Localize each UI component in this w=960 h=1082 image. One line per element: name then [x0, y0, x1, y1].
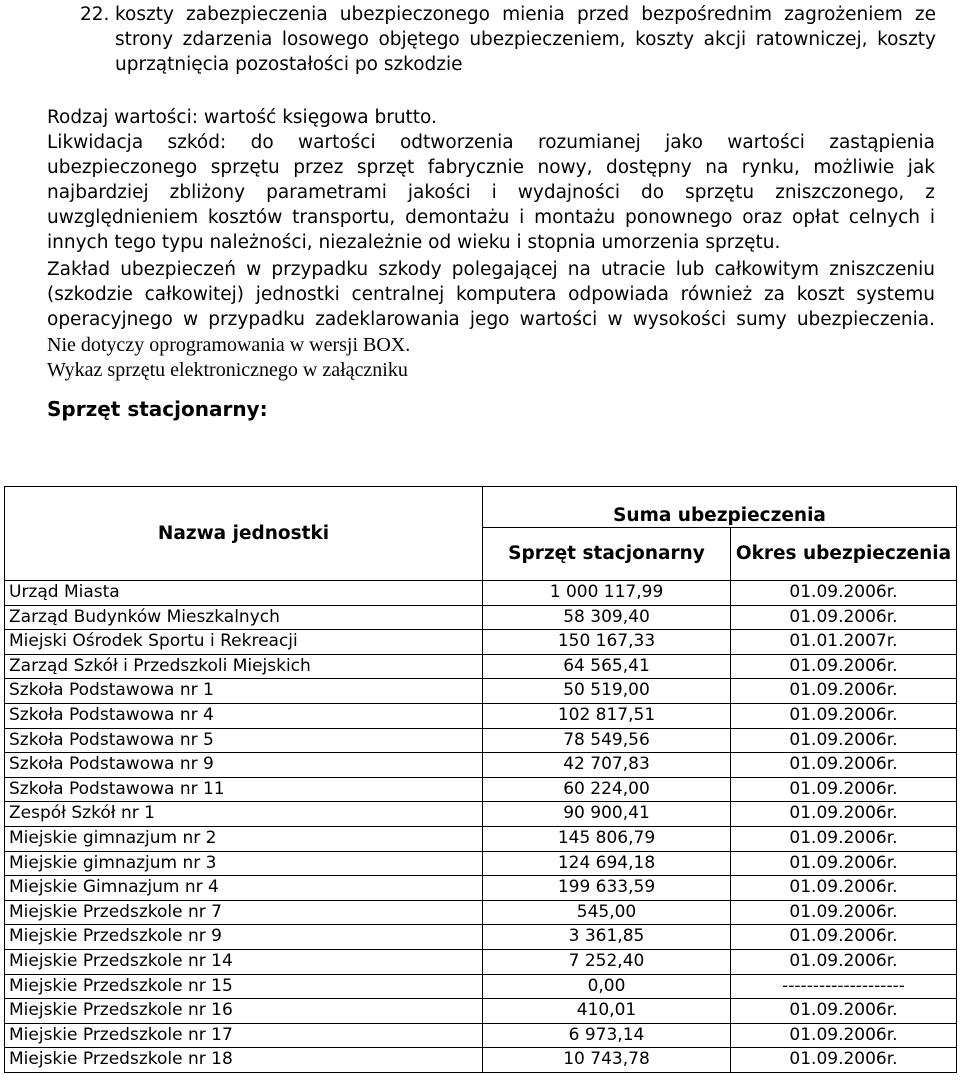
period-cell: --------------------: [731, 974, 957, 999]
sum-cell: 0,00: [483, 974, 731, 999]
period-cell: 01.09.2006r.: [731, 1048, 957, 1073]
unit-name-cell: Zarząd Budynków Mieszkalnych: [5, 605, 483, 630]
header-unit-name: Nazwa jednostki: [5, 487, 483, 581]
header-insurance-period: Okres ubezpieczenia: [731, 528, 957, 581]
sum-cell: 150 167,33: [483, 630, 731, 655]
period-cell: 01.09.2006r.: [731, 703, 957, 728]
unit-name-cell: Miejskie Przedszkole nr 18: [5, 1048, 483, 1073]
total-loss-paragraph: Zakład ubezpieczeń w przypadku szkody polegającej na utracie lub całkowitym zniszczeniu (szkodzie całkowitej) jednostki centralnej komputera odpowiada również za koszt systemu operacyjnego w przypadku zadeklarowania jego wartości w wysokości sumy ubezpieczenia.: [47, 259, 935, 330]
table-row: [5, 581, 957, 606]
list-item-text: koszty zabezpieczenia ubezpieczonego mienia przed bezpośrednim zagrożeniem ze strony zdarzenia losowego objętego ubezpieczeniem, koszty akcji ratowniczej, koszty uprzątnięcia pozostałości po szkodzie: [115, 4, 936, 75]
table-row: [5, 630, 957, 655]
equipment-list-note: Wykaz sprzętu elektronicznego w załączniku: [47, 359, 408, 381]
list-item-number: 22.: [80, 4, 110, 25]
unit-name-cell: Miejski Ośrodek Sportu i Rekreacji: [5, 630, 483, 655]
table-body: [5, 581, 957, 1073]
period-cell: 01.09.2006r.: [731, 777, 957, 802]
period-cell: 01.09.2006r.: [731, 826, 957, 851]
unit-name-cell: Miejskie Przedszkole nr 14: [5, 949, 483, 974]
sum-cell: 124 694,18: [483, 851, 731, 876]
unit-name-cell: Szkoła Podstawowa nr 9: [5, 753, 483, 778]
table-row: [5, 802, 957, 827]
table-row: [5, 974, 957, 999]
table-row: [5, 753, 957, 778]
table-row: [5, 876, 957, 901]
sum-cell: 50 519,00: [483, 679, 731, 704]
table-row: [5, 949, 957, 974]
table-row: [5, 999, 957, 1024]
table-row: [5, 851, 957, 876]
unit-name-cell: Urząd Miasta: [5, 581, 483, 606]
unit-name-cell: Miejskie Przedszkole nr 7: [5, 900, 483, 925]
liquidation-paragraph: Likwidacja szkód: do wartości odtworzenia rozumianej jako wartości zastąpienia ubezpieczonego sprzętu przez sprzęt fabrycznie nowy, dostępny na rynku, możliwie jak najbardziej zbliżony parametrami jakości i wydajności do sprzętu zniszczonego, z uwzględnieniem kosztów transportu, demontażu i montażu ponownego oraz opłat celnych i innych tego typu należności, niezależnie od wieku i stopnia umorzenia sprzętu.: [47, 132, 935, 253]
period-cell: 01.09.2006r.: [731, 679, 957, 704]
table-row: [5, 654, 957, 679]
sum-cell: 7 252,40: [483, 949, 731, 974]
unit-name-cell: Miejskie Gimnazjum nr 4: [5, 876, 483, 901]
period-cell: 01.09.2006r.: [731, 654, 957, 679]
period-cell: 01.09.2006r.: [731, 605, 957, 630]
sum-cell: 58 309,40: [483, 605, 731, 630]
sum-cell: 199 633,59: [483, 876, 731, 901]
period-cell: 01.09.2006r.: [731, 851, 957, 876]
unit-name-cell: Miejskie Przedszkole nr 9: [5, 925, 483, 950]
period-cell: 01.01.2007r.: [731, 630, 957, 655]
unit-name-cell: Miejskie gimnazjum nr 3: [5, 851, 483, 876]
sum-cell: 3 361,85: [483, 925, 731, 950]
unit-name-cell: Zarząd Szkół i Przedszkoli Miejskich: [5, 654, 483, 679]
unit-name-cell: Miejskie Przedszkole nr 16: [5, 999, 483, 1024]
sum-cell: 60 224,00: [483, 777, 731, 802]
table-row: [5, 777, 957, 802]
table-row: [5, 826, 957, 851]
table-row: [5, 728, 957, 753]
table-row: [5, 605, 957, 630]
unit-name-cell: Zespół Szkół nr 1: [5, 802, 483, 827]
sum-cell: 78 549,56: [483, 728, 731, 753]
period-cell: 01.09.2006r.: [731, 753, 957, 778]
table-row: [5, 1048, 957, 1073]
period-cell: 01.09.2006r.: [731, 728, 957, 753]
sum-cell: 102 817,51: [483, 703, 731, 728]
sum-cell: 90 900,41: [483, 802, 731, 827]
period-cell: 01.09.2006r.: [731, 900, 957, 925]
section-heading: Sprzęt stacjonarny:: [47, 397, 268, 421]
period-cell: 01.09.2006r.: [731, 999, 957, 1024]
sum-cell: 42 707,83: [483, 753, 731, 778]
sum-cell: 145 806,79: [483, 826, 731, 851]
unit-name-cell: Miejskie Przedszkole nr 17: [5, 1023, 483, 1048]
period-cell: 01.09.2006r.: [731, 876, 957, 901]
period-cell: 01.09.2006r.: [731, 949, 957, 974]
list-item-22: [80, 2, 936, 77]
table-row: [5, 900, 957, 925]
unit-name-cell: Szkoła Podstawowa nr 1: [5, 679, 483, 704]
unit-name-cell: Miejskie Przedszkole nr 15: [5, 974, 483, 999]
sum-cell: 6 973,14: [483, 1023, 731, 1048]
unit-name-cell: Miejskie gimnazjum nr 2: [5, 826, 483, 851]
unit-name-cell: Szkoła Podstawowa nr 5: [5, 728, 483, 753]
valuation-paragraph: Rodzaj wartości: wartość księgowa brutto.: [47, 107, 437, 128]
period-cell: 01.09.2006r.: [731, 802, 957, 827]
insurance-table: [4, 486, 957, 1073]
box-note: Nie dotyczy oprogramowania w wersji BOX.: [47, 334, 411, 356]
sum-cell: 1 000 117,99: [483, 581, 731, 606]
period-cell: 01.09.2006r.: [731, 1023, 957, 1048]
period-cell: 01.09.2006r.: [731, 581, 957, 606]
unit-name-cell: Szkoła Podstawowa nr 4: [5, 703, 483, 728]
table-row: [5, 1023, 957, 1048]
header-equipment: Sprzęt stacjonarny: [483, 528, 731, 581]
header-sum-insured: Suma ubezpieczenia: [483, 487, 957, 528]
table-row: [5, 925, 957, 950]
table-row: [5, 679, 957, 704]
sum-cell: 410,01: [483, 999, 731, 1024]
table-row: [5, 703, 957, 728]
unit-name-cell: Szkoła Podstawowa nr 11: [5, 777, 483, 802]
period-cell: 01.09.2006r.: [731, 925, 957, 950]
sum-cell: 64 565,41: [483, 654, 731, 679]
sum-cell: 10 743,78: [483, 1048, 731, 1073]
sum-cell: 545,00: [483, 900, 731, 925]
